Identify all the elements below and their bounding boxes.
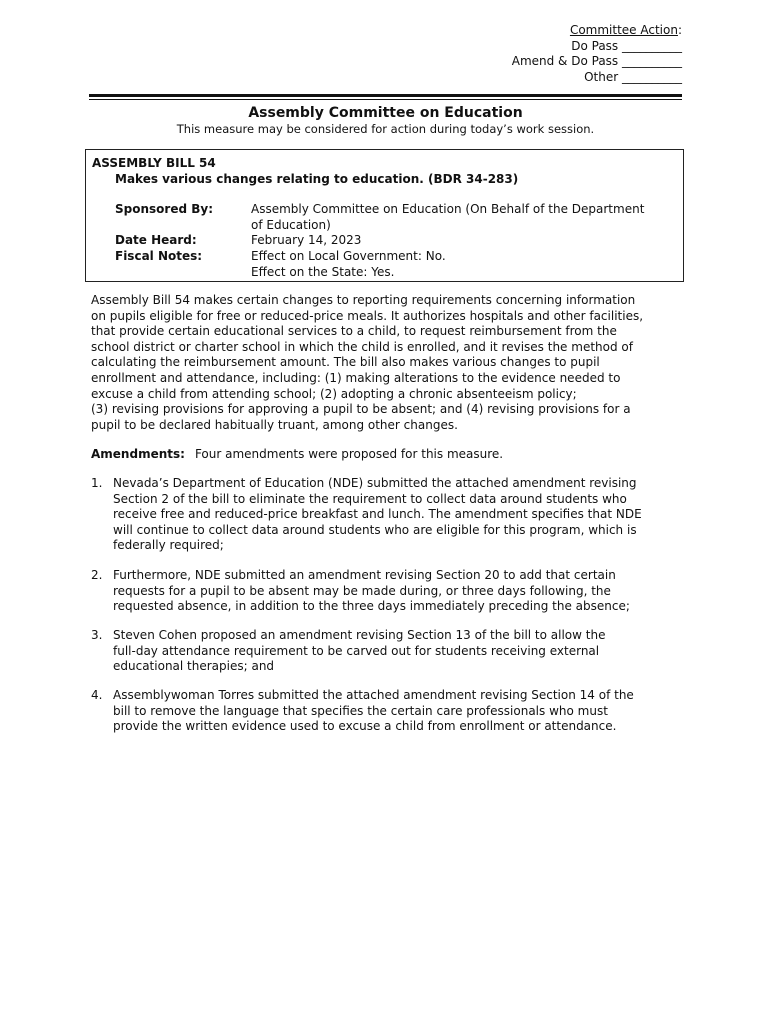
fiscal-state-effect: Effect on the State: Yes.: [251, 264, 395, 279]
amendment-text: Steven Cohen proposed an amendment revising Section 13 of the bill to allow the full-day attendance requirement to be carved out for students receiving external educational therapies; and: [113, 628, 606, 674]
do-pass-line: Do Pass __________: [571, 38, 682, 53]
sponsored-by-line-2: of Education): [251, 217, 331, 232]
amendments-intro: [91, 447, 503, 463]
amendment-number: 1.: [91, 476, 103, 490]
other-line: Other __________: [584, 69, 682, 84]
sponsored-by-value: [251, 202, 671, 233]
header-rule-thin: [89, 99, 682, 100]
sponsored-by-label: Sponsored By:: [115, 202, 213, 216]
amendment-number: 4.: [91, 688, 103, 702]
amendment-number: 3.: [91, 628, 103, 642]
committee-title: Assembly Committee on Education: [248, 105, 523, 121]
committee-subtitle: This measure may be considered for action during today’s work session.: [176, 122, 595, 136]
fiscal-notes-value: [251, 249, 671, 280]
date-heard-value: February 14, 2023: [251, 233, 362, 247]
date-heard-label: Date Heard:: [115, 233, 197, 247]
amendment-text: Assemblywoman Torres submitted the attached amendment revising Section 14 of the bill to remove the language that specifies the certain care professionals who must provide the written evidence used to excuse a child from enrollment or attendance.: [113, 688, 634, 734]
amendment-text: Furthermore, NDE submitted an amendment revising Section 20 to add that certain requests for a pupil to be absent may be made during, or three days following, the requested absence, in addition to the three days immediately preceding the absence;: [113, 568, 630, 614]
committee-action-block: [512, 23, 682, 85]
sponsored-by-line-1: Assembly Committee on Education (On Behalf of the Department: [251, 202, 645, 216]
committee-action-heading: [512, 23, 682, 39]
committee-action-title: Committee Action: [569, 23, 678, 37]
amendments-text: Four amendments were proposed for this measure.: [194, 447, 504, 461]
header-rule-thick: [89, 94, 682, 97]
committee-action-colon: :: [677, 23, 682, 37]
fiscal-notes-label: Fiscal Notes:: [115, 249, 203, 263]
fiscal-local-effect: Effect on Local Government: No.: [251, 249, 446, 263]
bill-description: Makes various changes relating to education. (BDR 34-283): [115, 172, 519, 186]
amendment-text: Nevada’s Department of Education (NDE) submitted the attached amendment revising Section 2 of the bill to eliminate the requirement to collect data around students who receive free and reduced-price breakfast and lunch. The amendment specifies that NDE will continue to collect data around students who are eligible for this program, which is federally required;: [113, 476, 642, 553]
amendments-label: Amendments:: [91, 447, 185, 461]
bill-summary-paragraph: Assembly Bill 54 makes certain changes to reporting requirements concerning information on pupils eligible for free or reduced-price meals. It authorizes hospitals and other facilities, that provide certain educational services to a child, to request reimbursement from the school district or charter school in which the child is enrolled, and it revises the method of calculating the reimbursement amount. The bill also makes various changes to pupil enrollment and attendance, including: (1) making alterations to the evidence needed to excuse a child from attending school; (2) adopting a chronic absenteeism policy; (3) revising provisions for approving a pupil to be absent; and (4) revising provisions for a pupil to be declared habitually truant, among other changes.: [91, 293, 644, 432]
amend-do-pass-line: Amend & Do Pass __________: [511, 54, 682, 69]
bill-info-box: [85, 149, 684, 282]
amendment-number: 2.: [91, 568, 103, 582]
bill-number: ASSEMBLY BILL 54: [92, 156, 216, 170]
